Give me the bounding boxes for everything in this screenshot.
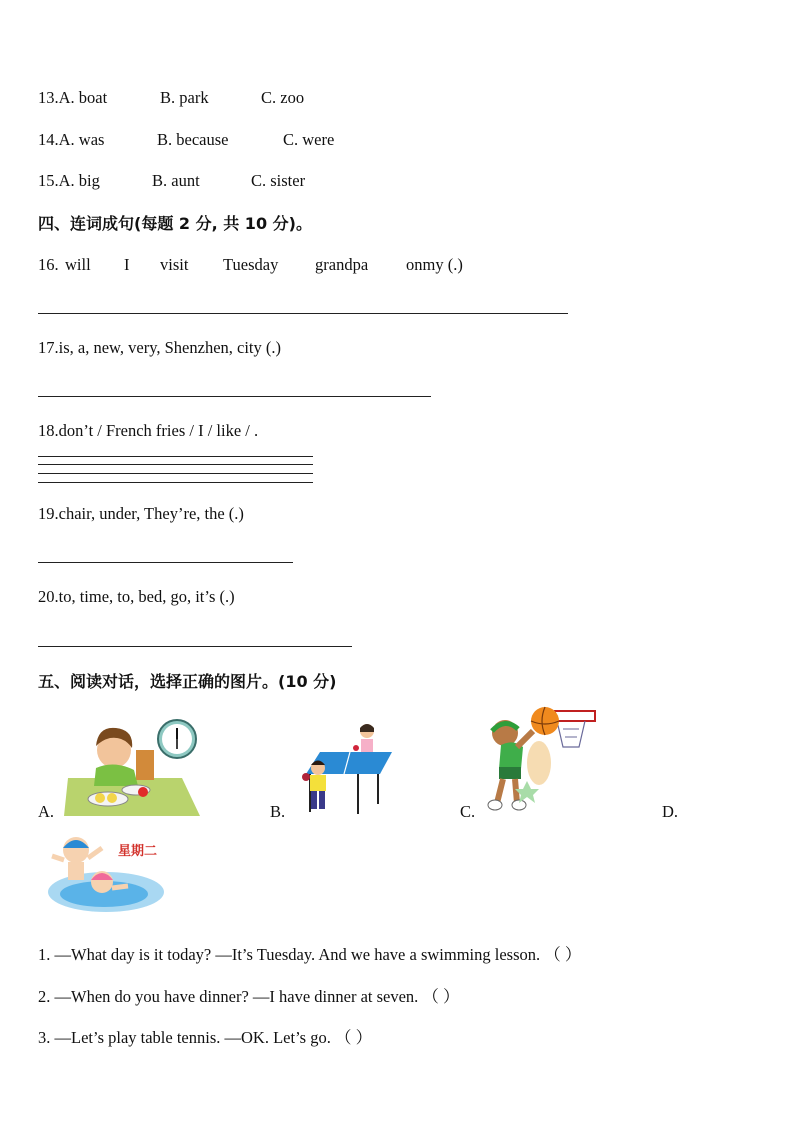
picture-label-a: A. xyxy=(38,802,55,821)
word-tile: I xyxy=(124,255,130,274)
word-tile: onmy (.) xyxy=(406,255,463,274)
option-b: B. because xyxy=(157,130,229,149)
word-tile: grandpa xyxy=(315,255,369,274)
table-tennis-picture xyxy=(294,722,394,818)
word-tile: will xyxy=(65,255,91,274)
question-17: 17.is, a, new, very, Shenzhen, city (.) xyxy=(38,338,281,357)
answer-line[interactable] xyxy=(38,646,352,647)
answer-line[interactable] xyxy=(38,313,568,314)
picture-label-b: B. xyxy=(270,802,286,821)
answer-line[interactable] xyxy=(38,473,313,474)
dialogue-question-3: 3. —Let’s play table tennis. —OK. Let’s go. （ ） xyxy=(38,1028,373,1047)
option-c: C. sister xyxy=(251,171,306,190)
question-19: 19.chair, under, They’re, the (.) xyxy=(38,504,244,523)
answer-line[interactable] xyxy=(38,562,293,563)
picture-label-d: D. xyxy=(662,802,679,821)
word-tile: visit xyxy=(160,255,189,274)
section-4-heading: 四、连词成句(每题 2 分, 共 10 分)。 xyxy=(38,214,312,233)
dialogue-question-2: 2. —When do you have dinner? —I have dinner at seven. （ ） xyxy=(38,987,460,1006)
answer-line[interactable] xyxy=(38,456,313,457)
option-a: A. big xyxy=(58,171,100,190)
question-number: 16. xyxy=(38,255,59,274)
section-5-heading: 五、阅读对话，选择正确的图片。(10 分) xyxy=(38,672,337,691)
option-a: A. boat xyxy=(58,88,108,107)
option-a: A. was xyxy=(58,130,105,149)
dinner-picture xyxy=(64,716,204,818)
option-b: B. aunt xyxy=(152,171,200,190)
weekday-tag: 星期二 xyxy=(118,844,158,859)
question-18: 18.don’t / French fries / I / like / . xyxy=(38,421,259,440)
option-b: B. park xyxy=(160,88,209,107)
question-20: 20.to, time, to, bed, go, it’s (.) xyxy=(38,587,235,606)
answer-line[interactable] xyxy=(38,464,313,465)
option-c: C. zoo xyxy=(261,88,305,107)
question-number: 13. xyxy=(38,88,59,107)
mc-row-14 xyxy=(38,130,104,150)
dialogue-question-1: 1. —What day is it today? —It’s Tuesday. And we have a swimming lesson. （ ） xyxy=(38,945,582,964)
picture-label-c: C. xyxy=(460,802,476,821)
basketball-picture xyxy=(483,703,599,815)
option-c: C. were xyxy=(283,130,335,149)
question-number: 15. xyxy=(38,171,59,190)
answer-line[interactable] xyxy=(38,396,431,397)
question-number: 14. xyxy=(38,130,59,149)
word-tile: Tuesday xyxy=(223,255,279,274)
mc-row-13 xyxy=(38,88,107,108)
answer-line[interactable] xyxy=(38,482,313,483)
mc-row-15 xyxy=(38,171,100,191)
